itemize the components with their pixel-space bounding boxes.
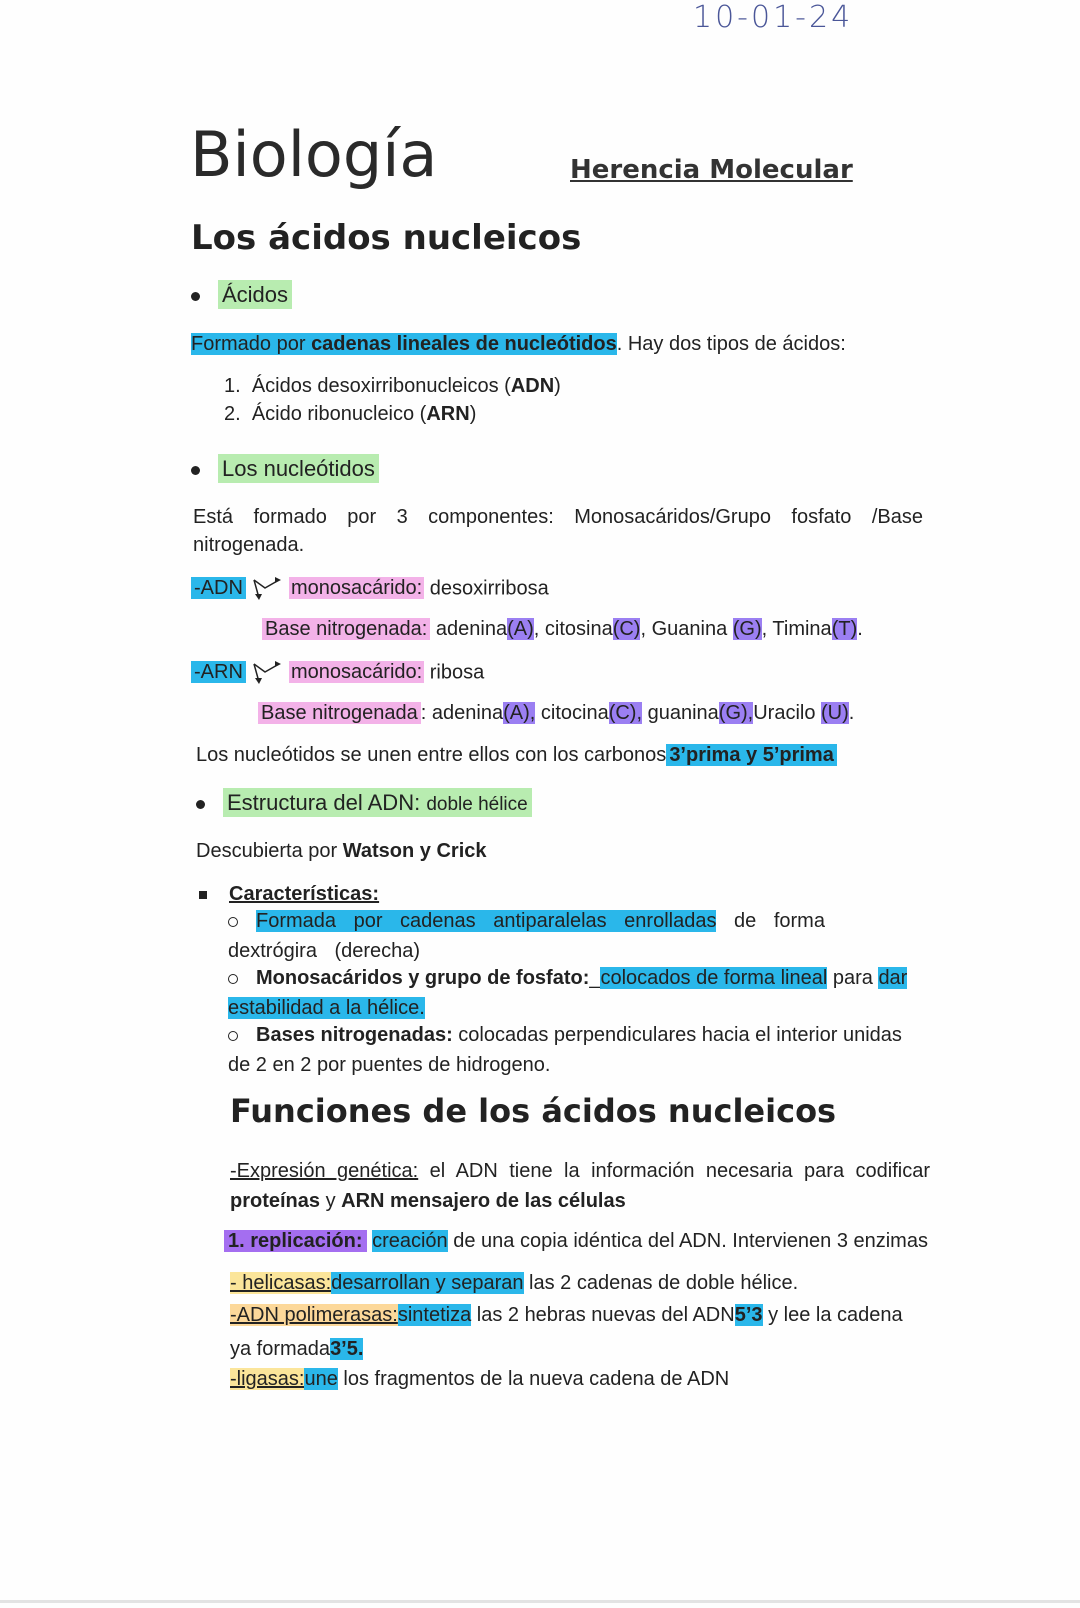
page-subtitle: Herencia Molecular (570, 155, 853, 185)
nucleotidos-desc: Está formado por 3 componentes: Monosacáridos/Grupo fosfato /Base nitrogenada. (193, 506, 923, 556)
caracteristicas-label: Características: (199, 883, 379, 906)
enzima-helicasas: - helicasas:desarrollan y separan las 2 cadenas de doble hélice. (230, 1272, 799, 1294)
section-title: Los ácidos nucleicos (191, 218, 582, 258)
enzima-ligasas: -ligasas:une los fragmentos de la nueva cadena de ADN (230, 1368, 730, 1390)
circle-bullet-icon (228, 1031, 238, 1041)
branch-arrow-icon (251, 660, 283, 686)
enzima-polimerasas: -ADN polimerasas:sintetiza las 2 hebras nuevas del ADN5’3 y lee la cadena (230, 1304, 903, 1326)
funciones-heading: Funciones de los ácidos nucleicos (230, 1092, 837, 1130)
expresion-genetica: -Expresión genética: el ADN tiene la información necesaria para codificar proteínas y ARN mensajero de las células (230, 1160, 930, 1212)
page-edge (0, 1600, 1080, 1603)
estructura-heading: Estructura del ADN: doble hélice (196, 790, 532, 816)
branch-arrow-icon (251, 576, 283, 602)
enzima-polimerasas-cont: ya formada3’5. (230, 1338, 364, 1360)
page-title: Biología (190, 118, 438, 191)
caracteristica-item: Formada por cadenas antiparalelas enrolladas de forma dextrógira (derecha) (228, 910, 825, 962)
bullet-icon (191, 466, 200, 475)
list-item: 1. Ácidos desoxirribonucleicos (ADN) (224, 375, 561, 397)
list-item: 2. Ácido ribonucleico (ARN) (224, 403, 477, 425)
acidos-intro: Formado por cadenas lineales de nucleótidos. Hay dos tipos de ácidos: (191, 333, 846, 355)
adn-bases-row: Base nitrogenada: adenina(A), citosina(C), Guanina (G), Timina(T). (262, 618, 863, 641)
square-bullet-icon (199, 891, 207, 899)
handwritten-date: 10-01-24 (693, 0, 854, 35)
adn-monosacarido-row: -ADN monosacárido: desoxirribosa (191, 576, 549, 602)
caracteristica-item: Bases nitrogenadas: colocadas perpendiculares hacia el interior unidas de 2 en 2 por puentes de hidrogeno. (228, 1024, 902, 1076)
acidos-heading: Ácidos (191, 282, 292, 308)
bullet-icon (191, 292, 200, 301)
circle-bullet-icon (228, 974, 238, 984)
nucleotidos-heading: Los nucleótidos (191, 456, 379, 482)
union-text: Los nucleótidos se unen entre ellos con los carbonos 3’prima y 5’prima (196, 744, 837, 767)
bullet-icon (196, 800, 205, 809)
replicacion-row: 1. replicación: creación de una copia idéntica del ADN. Intervienen 3 enzimas (224, 1230, 928, 1253)
arn-monosacarido-row: -ARN monosacárido: ribosa (191, 660, 484, 686)
discovered-text: Descubierta por Watson y Crick (196, 840, 487, 862)
caracteristica-item: Monosacáridos y grupo de fosfato:_colocados de forma lineal para dar estabilidad a la hélice. (228, 967, 908, 1019)
arn-bases-row: Base nitrogenada : adenina(A), citocina(C), guanina(G),Uracilo (U). (258, 702, 854, 725)
circle-bullet-icon (228, 917, 238, 927)
